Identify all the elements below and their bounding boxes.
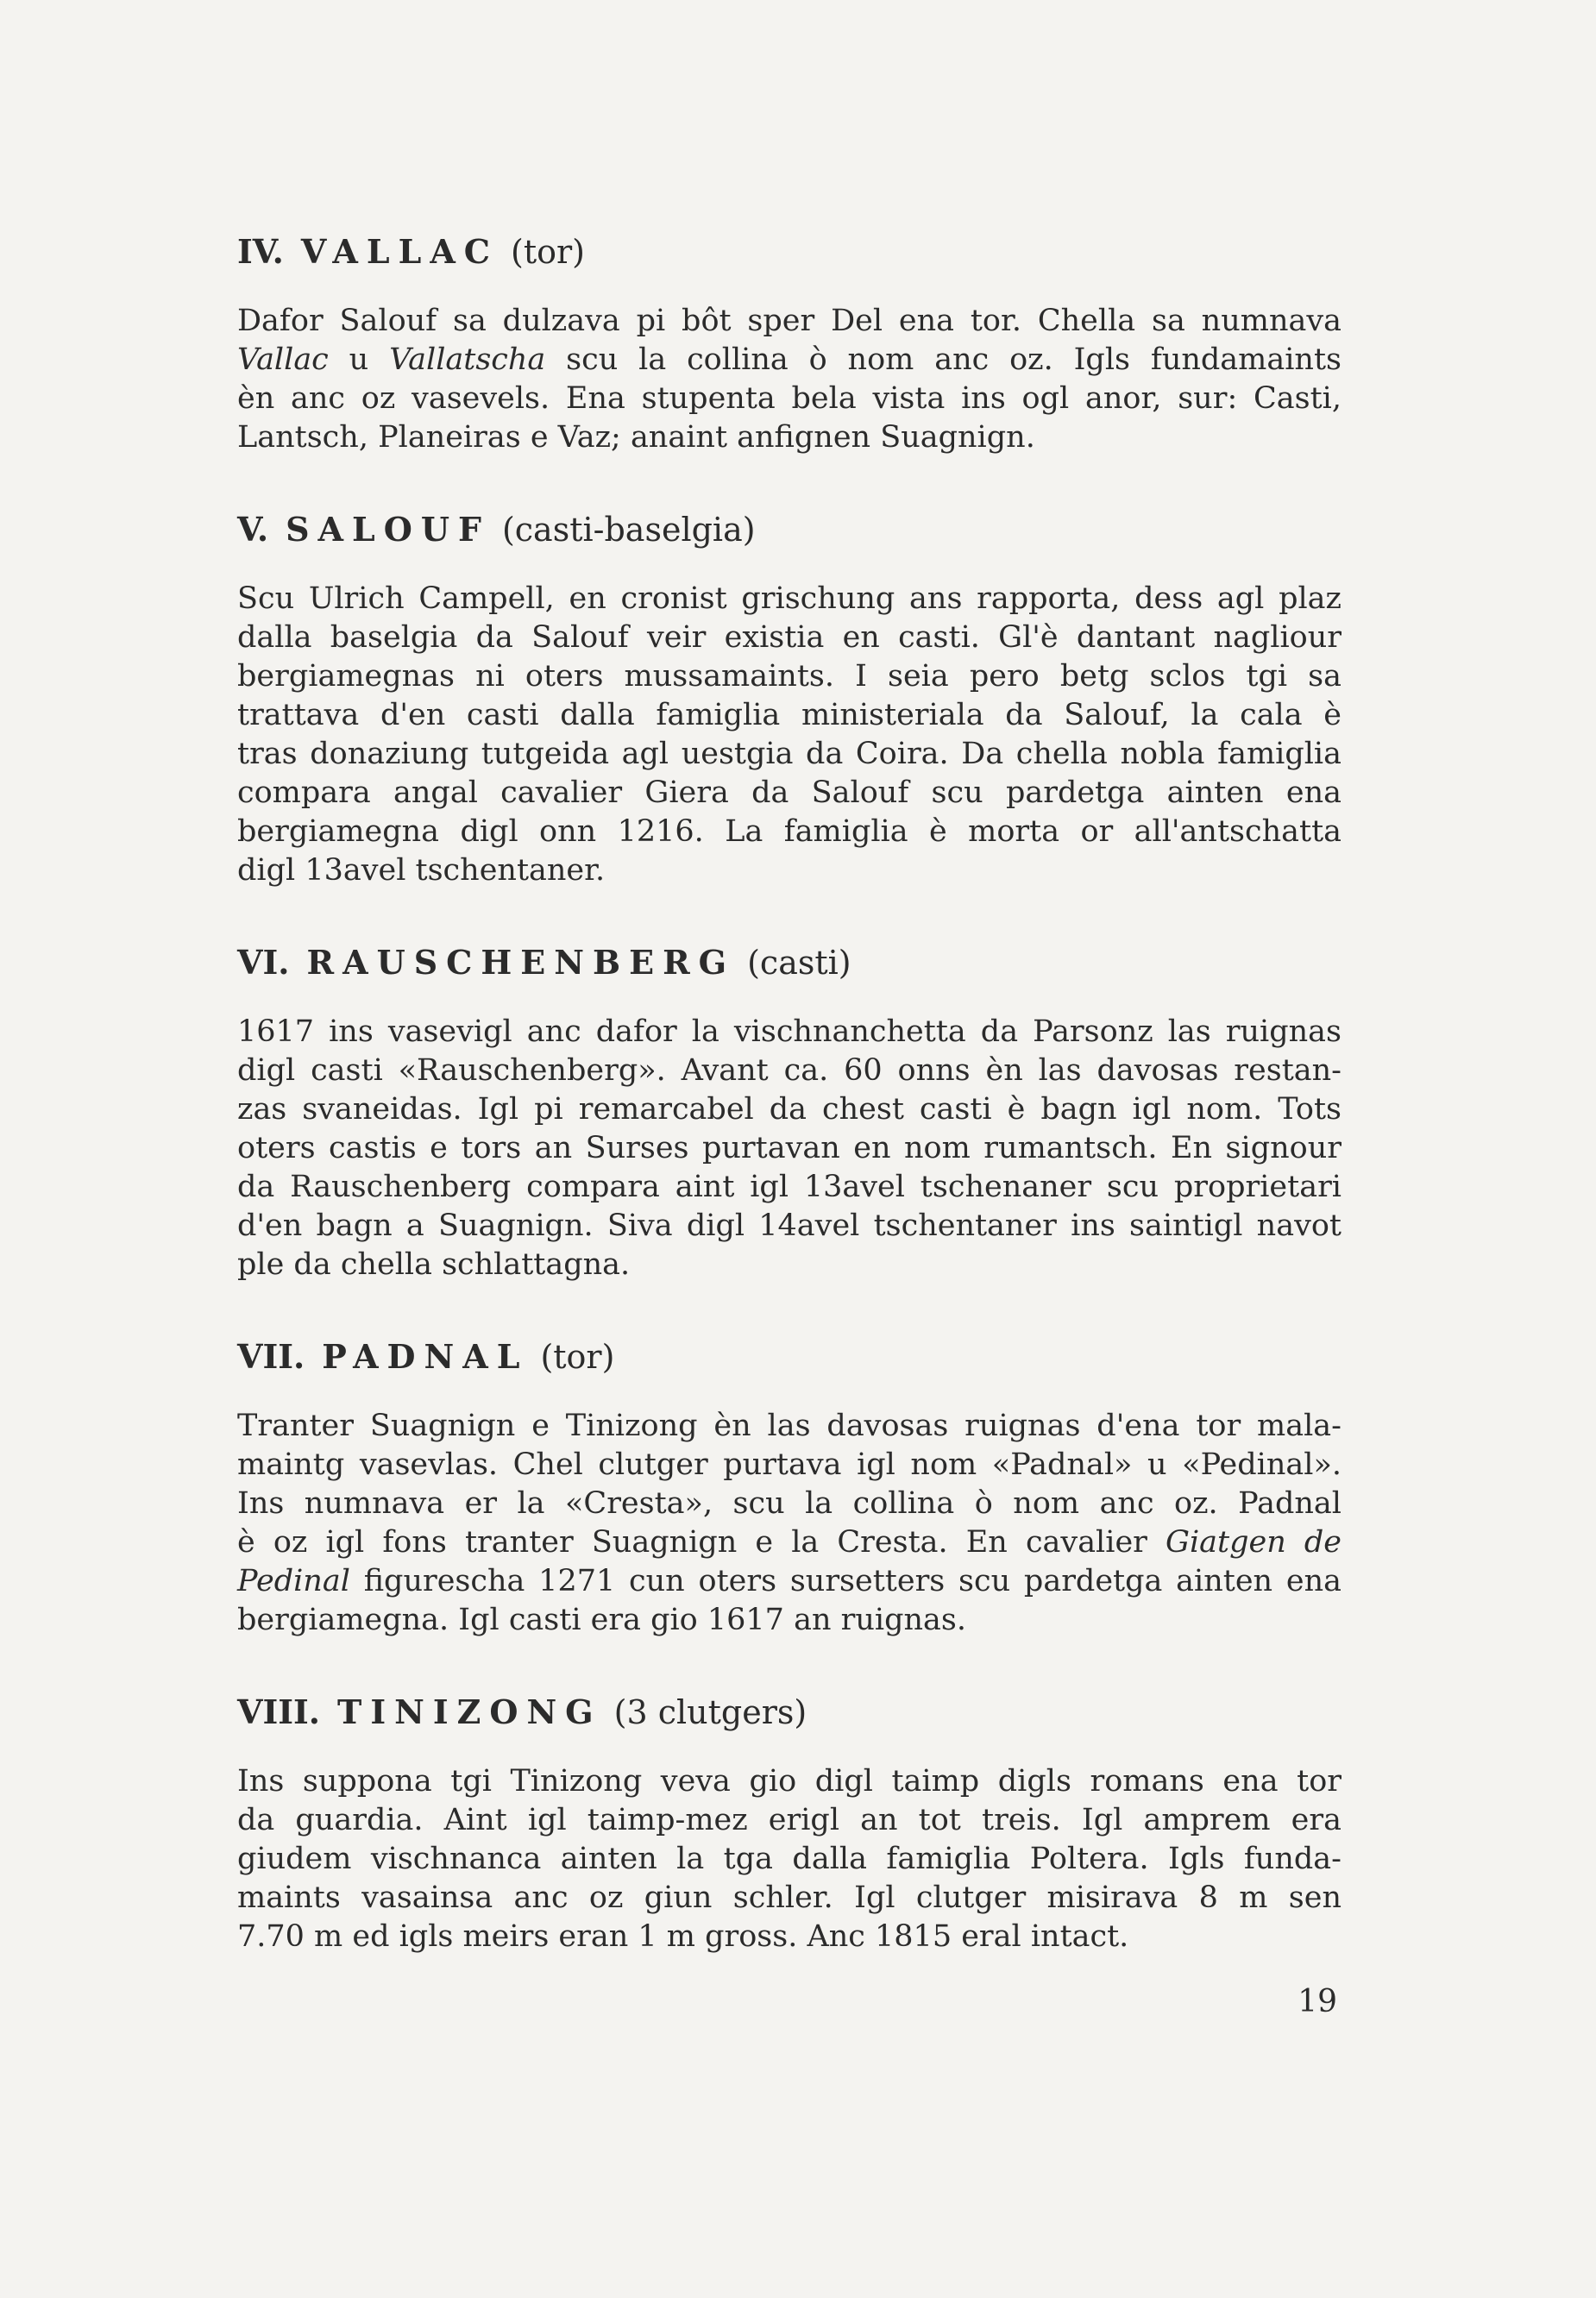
section-number: V. bbox=[237, 510, 269, 549]
section-text bbox=[237, 1013, 1342, 1284]
text-line: 1617 ins vasevigl anc dafor la vischnanchetta da Parsonz las ruignas bbox=[237, 1014, 1342, 1049]
section-heading bbox=[237, 233, 1342, 271]
text-line: d'en bagn a Suagnign. Siva digl 14avel tschentaner ins saintigl navot bbox=[237, 1209, 1342, 1243]
text-line: maintg vasevlas. Chel clutger purtava igl nom «Padnal» u «Pedinal». bbox=[237, 1447, 1342, 1482]
section-heading bbox=[237, 1693, 1342, 1731]
text-line: Ins suppona tgi Tinizong veva gio digl taimp digls romans ena tor bbox=[237, 1764, 1342, 1799]
text-line: tras donaziung tutgeida agl uestgia da Coira. Da chella nobla famiglia bbox=[237, 737, 1342, 771]
section-number: VIII. bbox=[237, 1692, 321, 1731]
section-name: VALLAC bbox=[300, 232, 500, 271]
text-line: trattava d'en casti dalla famiglia ministeriala da Salouf, la cala è bbox=[237, 698, 1342, 732]
section-type: (3 clutgers) bbox=[613, 1693, 807, 1731]
italic-name-vallac: Vallac bbox=[237, 342, 329, 377]
text-line: Tranter Suagnign e Tinizong èn las davosas ruignas d'ena tor mala- bbox=[237, 1409, 1342, 1443]
section-heading bbox=[237, 1338, 1342, 1376]
section-vallac bbox=[237, 233, 1342, 457]
text-line: zas svaneidas. Igl pi remarcabel da chest casti è bagn igl nom. Tots bbox=[237, 1092, 1342, 1127]
page-content bbox=[237, 233, 1342, 2010]
italic-name-pedinal: Pedinal bbox=[237, 1564, 350, 1598]
text-line: compara angal cavalier Giera da Salouf scu pardetga ainten ena bbox=[237, 775, 1342, 810]
section-text bbox=[237, 1762, 1342, 1956]
text-line: Scu Ulrich Campell, en cronist grischung ans rapporta, dess agl plaz bbox=[237, 581, 1342, 616]
text-line: da guardia. Aint igl taimp-mez erigl an tot treis. Igl amprem era bbox=[237, 1803, 1342, 1837]
text-line: Ins numnava er la «Cresta», scu la collina ò nom anc oz. Padnal bbox=[237, 1486, 1342, 1521]
text-line: Vallac u Vallatscha scu la collina ò nom anc oz. Igls fundamaints bbox=[237, 342, 1342, 377]
section-number: VII. bbox=[237, 1337, 305, 1376]
text-line: Dafor Salouf sa dulzava pi bôt sper Del ena tor. Chella sa numnava bbox=[237, 304, 1342, 338]
section-heading bbox=[237, 944, 1342, 982]
text-line: dalla baselgia da Salouf veir existia en casti. Gl'è dantant nagliour bbox=[237, 620, 1342, 655]
text-line: digl casti «Rauschenberg». Avant ca. 60 onns èn las davosas restan- bbox=[237, 1053, 1342, 1088]
text-line: bergiamegna digl onn 1216. La famiglia è morta or all'antschatta bbox=[237, 814, 1342, 849]
section-name: TINIZONG bbox=[337, 1692, 602, 1731]
section-text bbox=[237, 1407, 1342, 1640]
section-tinizong bbox=[237, 1693, 1342, 1956]
section-type: (casti) bbox=[747, 944, 851, 982]
section-rauschenberg bbox=[237, 944, 1342, 1284]
page-number: 19 bbox=[1298, 1984, 1337, 2019]
text-line: ple da chella schlattagna. bbox=[237, 1247, 631, 1282]
section-padnal bbox=[237, 1338, 1342, 1640]
section-type: (tor) bbox=[511, 233, 586, 271]
section-salouf bbox=[237, 511, 1342, 890]
text-line: èn anc oz vasevels. Ena stupenta bela vista ins ogl anor, sur: Casti, bbox=[237, 381, 1342, 416]
section-text bbox=[237, 580, 1342, 890]
section-number: IV. bbox=[237, 232, 284, 271]
text-line: è oz igl fons tranter Suagnign e la Cresta. En cavalier Giatgen de bbox=[237, 1525, 1342, 1560]
text-line: Pedinal figurescha 1271 cun oters sursetters scu pardetga ainten ena bbox=[237, 1564, 1342, 1598]
section-text bbox=[237, 302, 1342, 457]
italic-name-giatgen: Giatgen de bbox=[1166, 1525, 1342, 1560]
section-type: (tor) bbox=[540, 1338, 615, 1376]
section-heading bbox=[237, 511, 1342, 549]
text-line: Lantsch, Planeiras e Vaz; anaint anfignen Suagnign. bbox=[237, 420, 1035, 455]
italic-name-vallatscha: Vallatscha bbox=[389, 342, 546, 377]
text-line: 7.70 m ed igls meirs eran 1 m gross. Anc 1815 eral intact. bbox=[237, 1919, 1129, 1954]
text-line: maints vasainsa anc oz giun schler. Igl clutger misirava 8 m sen bbox=[237, 1880, 1342, 1915]
section-name: RAUSCHENBERG bbox=[306, 943, 736, 982]
section-type: (casti-baselgia) bbox=[501, 511, 756, 549]
text-line: digl 13avel tschentaner. bbox=[237, 853, 606, 888]
section-name: SALOUF bbox=[286, 510, 490, 549]
text-line: giudem vischnanca ainten la tga dalla famiglia Poltera. Igls funda- bbox=[237, 1842, 1342, 1876]
section-number: VI. bbox=[237, 943, 290, 982]
text-line: bergiamegnas ni oters mussamaints. I seia pero betg sclos tgi sa bbox=[237, 659, 1342, 694]
section-name: PADNAL bbox=[322, 1337, 529, 1376]
text-line: da Rauschenberg compara aint igl 13avel tschenaner scu proprietari bbox=[237, 1170, 1342, 1204]
text-line: bergiamegna. Igl casti era gio 1617 an ruignas. bbox=[237, 1603, 966, 1637]
text-line: oters castis e tors an Surses purtavan en nom rumantsch. En signour bbox=[237, 1131, 1342, 1165]
